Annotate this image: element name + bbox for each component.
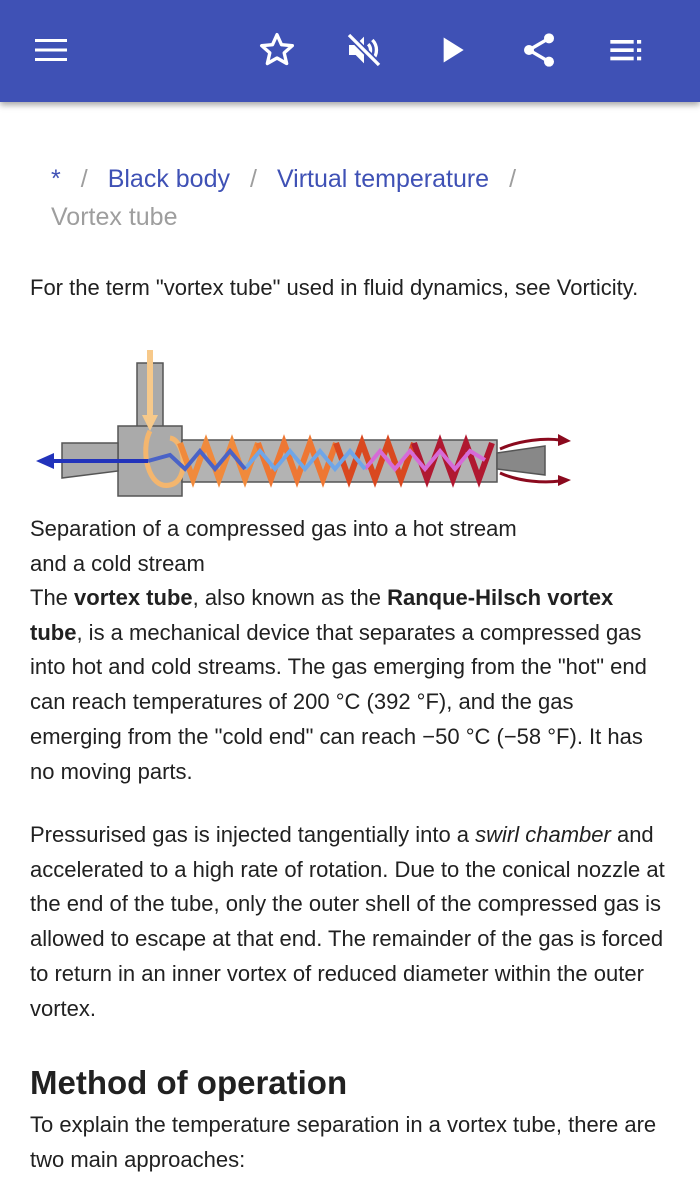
term-vortex-tube: vortex tube [74,585,193,610]
text: , also known as the [192,585,388,610]
breadcrumb-separator: / [80,165,88,193]
playlist-icon[interactable] [603,26,651,74]
breadcrumb-home-link[interactable]: * [51,165,61,193]
figure-caption [30,512,670,581]
term-ranque-hilsch: Ranque-Hilsch vortex tube [30,585,614,645]
share-icon[interactable] [515,26,563,74]
text: The [30,585,75,610]
paragraph-intro [30,581,670,789]
term-swirl-chamber: swirl chamber [475,822,611,847]
breadcrumb-current: Vortex tube [51,203,178,231]
section-heading: Method of operation [30,1064,348,1101]
breadcrumb [21,160,661,236]
paragraph-description [30,818,670,1026]
text: and accelerated to a high rate of rotation. Due to the conical nozzle at the end of the tube, only the outer shell of the compressed gas is allowed to escape at that end. The remainder of the gas is forced to return in an inner vortex of reduced diameter within the outer vortex. [30,822,665,1021]
hamburger-menu-icon[interactable] [27,26,75,74]
breadcrumb-separator: / [509,165,517,193]
text: Pressurised gas is injected tangentially into a [30,822,476,847]
star-outline-icon[interactable] [253,26,301,74]
hatnote: For the term "vortex tube" used in fluid dynamics, see Vorticity. [30,275,639,300]
text: , is a mechanical device that separates a compressed gas into hot and cold streams. The gas emerging from the "hot" end can reach temperatures of 200 °C (392 °F), and the gas emerging from the "cold end" can reach −50 °C (−58 °F). It has no moving parts. [30,619,647,784]
breadcrumb-link-black-body[interactable]: Black body [107,165,230,193]
caption-line-1: Separation of a compressed gas into a hot stream [30,516,517,541]
breadcrumb-separator: / [249,165,257,193]
play-icon[interactable] [428,26,476,74]
vortex-tube-diagram [30,345,575,500]
paragraph-method: To explain the temperature separation in a vortex tube, there are two main approaches: [30,1112,657,1172]
app-toolbar [0,0,700,102]
volume-off-icon[interactable] [340,26,388,74]
breadcrumb-link-virtual-temperature[interactable]: Virtual temperature [276,165,490,193]
caption-line-2: and a cold stream [30,550,205,576]
